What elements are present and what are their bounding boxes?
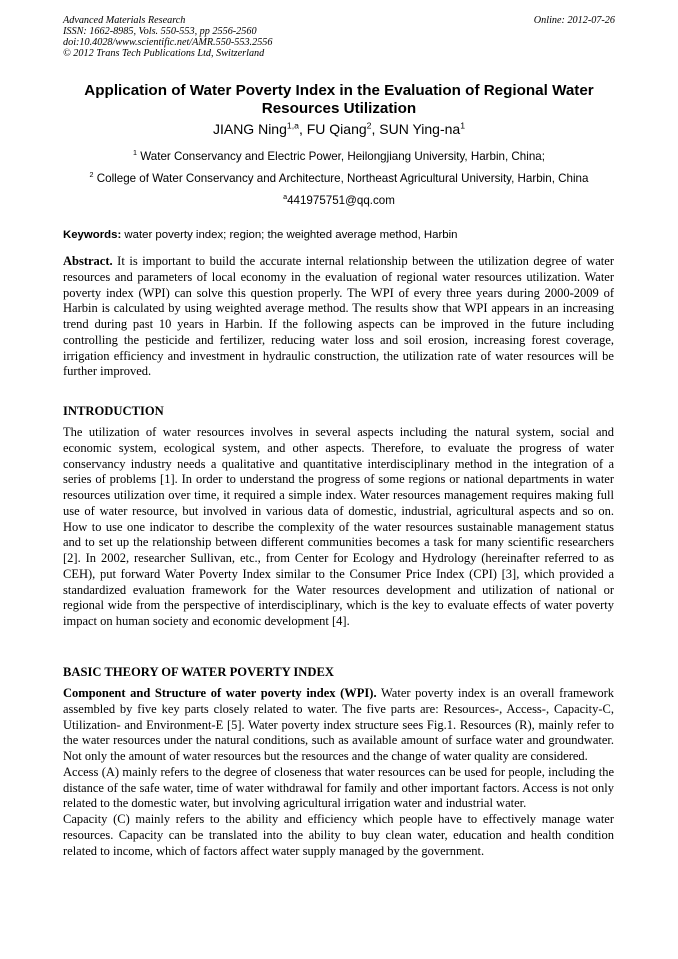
affiliation-2 bbox=[30, 172, 648, 186]
basic-theory-paragraph-1 bbox=[63, 686, 614, 765]
journal-name: Advanced Materials Research bbox=[63, 15, 186, 26]
keywords bbox=[63, 228, 618, 242]
author-1: JIANG Ning bbox=[212, 121, 287, 137]
affiliation-2-text: College of Water Conservancy and Architecture, Northeast Agricultural University, Harbin, China bbox=[93, 172, 589, 185]
paper-title: Application of Water Poverty Index in the Evaluation of Regional Water Resources Utilization bbox=[84, 82, 594, 117]
basic-theory-paragraph-3: Capacity (C) mainly refers to the ability and efficiency which people have to effectively manage water resources. Capacity can be translated into the ability to buy clean water, education and health condition related to income, which of factors affect water supply managed by the government. bbox=[63, 812, 614, 858]
basic-theory-paragraph-2: Access (A) mainly refers to the degree of closeness that water resources can be used for people, including the distance of the safe water, time of water withdrawal for family and other important factors. Access is not only related to the domestic water, but involving agricultural irrigation water and industrial water. bbox=[63, 764, 614, 811]
running-header bbox=[63, 15, 615, 59]
affiliation-1 bbox=[30, 150, 648, 164]
header-citation bbox=[63, 15, 615, 59]
introduction-paragraph: The utilization of water resources involves in several aspects including the natural system, social and economic system, ecological system, and other aspects. Therefore, to evaluate the progress of water conservancy industry needs a qualitative and quantitative interdisciplinary method in the integration of a series of problems [1]. In order to understand the progress of some regions or national departments in water resources utilization over time, it required a simple index. Water resources management requires making full use of water resource, but involved in various data of domestic, industrial, agricultural aspects and so on. How to use one indicator to describe the complexity of the water resources sustainable management status and to set up the relationship between different communities becomes a task for many scientific researchers [2]. In 2002, researcher Sullivan, etc., from Center for Ecology and Hydrology (hereinafter referred to as CEH), put forward Water Poverty Index similar to the Consumer Price Index (CPI) [3], which provided a standardized evaluation framework for the Water resources development and utilization of national or regional wide from the perspective of interdisciplinary, which is the key to evaluate effects of water poverty impact on human society and economic development [4]. bbox=[63, 425, 614, 628]
introduction-section bbox=[63, 425, 614, 630]
issn-line: ISSN: 1662-8985, Vols. 550-553, pp 2556-2560 bbox=[63, 26, 257, 37]
online-date: Online: 2012-07-26 bbox=[533, 15, 615, 26]
email-superscript: a bbox=[283, 192, 288, 202]
introduction-heading: INTRODUCTION bbox=[63, 404, 164, 418]
abstract bbox=[63, 254, 614, 380]
affiliation-1-superscript: 1 bbox=[133, 148, 138, 158]
affiliation-1-text: Water Conservancy and Electric Power, Heilongjiang University, Harbin, China; bbox=[137, 150, 545, 163]
affiliation-2-superscript: 2 bbox=[89, 170, 94, 180]
author-line bbox=[40, 120, 638, 138]
basic-theory-paragraph-1-text: Water poverty index is an overall framework assembled by five key parts closely related to water. The five parts are: Resources-, Access-, Capacity-C, Utilization- and Environment-E [5]. Water poverty index structure sees Fig.1. Resources (R), mainly refer to the water resources under the natural conditions, such as available amount of surface water and groundwater. Not only the amount of water resources but the resources and the change of water quality are considered. bbox=[63, 686, 614, 763]
keywords-text: water poverty index; region; the weighted average method, Harbin bbox=[121, 229, 458, 241]
basic-theory-section bbox=[63, 686, 614, 859]
keywords-label: Keywords: bbox=[63, 229, 122, 241]
doi-line[interactable]: doi:10.4028/www.scientific.net/AMR.550-553.2556 bbox=[63, 37, 273, 48]
author-1-superscript: 1,a bbox=[286, 120, 299, 131]
author-email bbox=[30, 194, 648, 208]
author-3-superscript: 1 bbox=[460, 120, 466, 131]
component-structure-subheading: Component and Structure of water poverty index (WPI). bbox=[63, 686, 377, 700]
author-3: , SUN Ying-na bbox=[371, 121, 461, 137]
basic-theory-heading: BASIC THEORY OF WATER POVERTY INDEX bbox=[63, 665, 334, 679]
abstract-text: It is important to build the accurate internal relationship between the utilization degree of water resources and parameters of local economy in the evaluation of regional water resources utilization. Water poverty index (WPI) can solve this question properly. The WPI of every three years during 2000-2009 of Harbin is calculated by using weighted average method. The results show that WPI appears in an increasing trend during past 10 years in Harbin. If the following aspects can be improved in the future including controlling the pesticide and fertilizer, reducing water loss and soil erosion, increasing forest coverage, irrigation efficiency and investment in hydraulic construction, the utilization rate of water resources will be further improved. bbox=[63, 254, 614, 379]
abstract-paragraph bbox=[63, 254, 614, 380]
author-2-superscript: 2 bbox=[366, 120, 372, 131]
copyright-line: © 2012 Trans Tech Publications Ltd, Switzerland bbox=[63, 48, 265, 59]
abstract-label: Abstract. bbox=[63, 254, 113, 268]
author-2: , FU Qiang bbox=[298, 121, 367, 137]
email-text[interactable]: 441975751@qq.com bbox=[287, 194, 395, 207]
